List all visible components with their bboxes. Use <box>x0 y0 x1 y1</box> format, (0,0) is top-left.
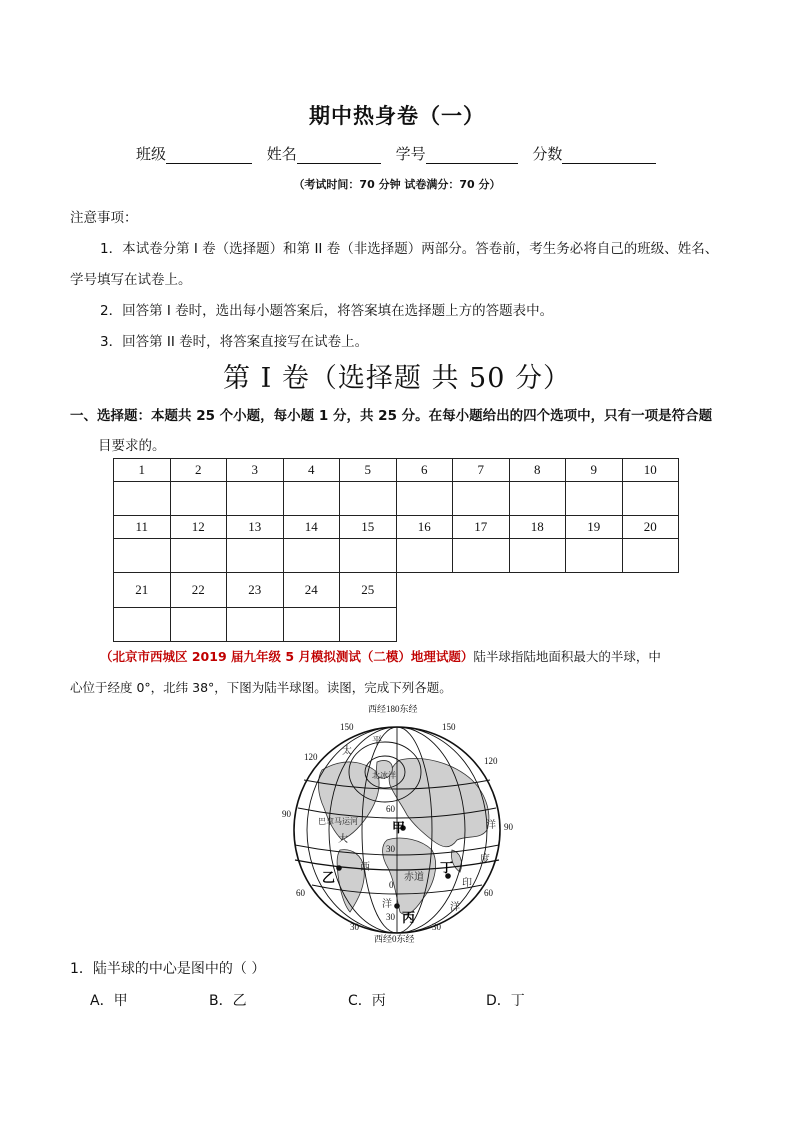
answer-cell[interactable] <box>622 482 679 516</box>
answer-cell[interactable] <box>622 539 679 573</box>
answer-cell[interactable] <box>453 539 510 573</box>
answer-number: 17 <box>453 516 510 539</box>
lon-label: 60 <box>296 888 305 898</box>
point-bing-label: 丙 <box>402 911 416 926</box>
notice-item-1-line-1: 1．本试卷分第 I 卷（选择题）和第 II 卷（非选择题）两部分。答卷前，考生务必将自己的班级、姓名、 <box>100 241 719 257</box>
answer-number: 4 <box>283 459 340 482</box>
place-label: 平 <box>372 736 382 747</box>
lon-label: 150 <box>340 722 354 732</box>
answer-cell[interactable] <box>396 482 453 516</box>
notice-item-1-line-2: 学号填写在试卷上。 <box>70 272 192 288</box>
lon-label: 150 <box>442 722 456 732</box>
answer-cell[interactable] <box>227 608 284 642</box>
place-label: 洋 <box>486 820 496 831</box>
answer-number: 23 <box>227 573 284 608</box>
answer-cell[interactable] <box>114 539 171 573</box>
place-label: 洋 <box>382 899 392 910</box>
answer-cell[interactable] <box>453 482 510 516</box>
answer-number: 11 <box>114 516 171 539</box>
answer-cell[interactable] <box>170 482 227 516</box>
answer-cell[interactable] <box>340 482 397 516</box>
lon-label: 30 <box>432 922 441 932</box>
answer-number: 25 <box>340 573 397 608</box>
answer-number: 12 <box>170 516 227 539</box>
place-label: 印 <box>462 878 472 889</box>
option-b[interactable]: B．乙 <box>209 993 247 1009</box>
question-intro-line-1 <box>100 647 661 665</box>
student-info-line <box>136 143 666 164</box>
answer-cell[interactable] <box>396 539 453 573</box>
lon-label: 90 <box>504 822 513 832</box>
answer-number: 10 <box>622 459 679 482</box>
answer-cell[interactable] <box>566 482 623 516</box>
lon-label: 120 <box>484 756 498 766</box>
answer-number: 9 <box>566 459 623 482</box>
student-id-blank[interactable] <box>426 147 518 164</box>
point-bing-marker <box>394 903 400 909</box>
answer-number: 7 <box>453 459 510 482</box>
notice-item-3: 3．回答第 II 卷时，将答案直接写在试卷上。 <box>100 334 369 350</box>
answer-cell[interactable] <box>283 608 340 642</box>
answer-number: 18 <box>509 516 566 539</box>
place-label: 洋 <box>450 902 460 913</box>
option-c[interactable]: C．丙 <box>348 993 386 1009</box>
notice-item-2: 2．回答第 I 卷时，选出每小题答案后，将答案填在选择题上方的答题表中。 <box>100 303 554 319</box>
point-yi-marker <box>336 865 342 871</box>
class-label: 班级 <box>136 145 167 163</box>
page-title: 期中热身卷（一） <box>309 104 485 128</box>
land-hemisphere-map <box>282 700 522 945</box>
lon-label: 60 <box>484 888 493 898</box>
class-blank[interactable] <box>166 147 252 164</box>
answer-number: 8 <box>509 459 566 482</box>
place-label: 赤道 <box>404 872 424 883</box>
answer-number: 5 <box>340 459 397 482</box>
lon-label: 90 <box>282 809 291 819</box>
answer-number: 3 <box>227 459 284 482</box>
answer-cell[interactable] <box>509 539 566 573</box>
point-yi-label: 乙 <box>322 871 336 886</box>
answer-number: 20 <box>622 516 679 539</box>
lat-label: 60 <box>386 804 395 814</box>
score-blank[interactable] <box>562 147 656 164</box>
score-label: 分数 <box>532 145 563 163</box>
lat-label: 30 <box>386 844 395 854</box>
answer-number: 16 <box>396 516 453 539</box>
question-intro-text: 陆半球指陆地面积最大的半球，中 <box>473 649 661 664</box>
map-bottom-label: 西经0东经 <box>374 934 415 944</box>
answer-cell[interactable] <box>566 539 623 573</box>
answer-cell[interactable] <box>227 539 284 573</box>
answer-number: 13 <box>227 516 284 539</box>
answer-cell[interactable] <box>509 482 566 516</box>
question-1-stem: 1．陆半球的中心是图中的（ ） <box>70 961 266 977</box>
answer-number: 6 <box>396 459 453 482</box>
place-label: 北冰洋 <box>372 771 396 780</box>
answer-number: 21 <box>114 573 171 608</box>
answer-number: 19 <box>566 516 623 539</box>
question-intro-line-2: 心位于经度 0°，北纬 38°，下图为陆半球图。读图，完成下列各题。 <box>70 680 452 695</box>
answer-cell[interactable] <box>340 539 397 573</box>
answer-table <box>113 458 679 642</box>
notice-heading: 注意事项： <box>70 210 138 226</box>
answer-cell[interactable] <box>170 608 227 642</box>
place-label: 度 <box>480 854 490 865</box>
answer-number: 1 <box>114 459 171 482</box>
point-ding-label: 丁 <box>440 861 454 876</box>
student-id-label: 学号 <box>395 145 426 163</box>
section-instruction-line-2: 目要求的。 <box>98 438 166 454</box>
lat-label: 0 <box>389 880 394 890</box>
answer-number: 15 <box>340 516 397 539</box>
option-a[interactable]: A．甲 <box>90 993 128 1009</box>
name-label: 姓名 <box>266 145 297 163</box>
answer-cell[interactable] <box>170 539 227 573</box>
section-title: 第 I 卷（选择题 共 50 分） <box>223 363 571 394</box>
answer-cell[interactable] <box>340 608 397 642</box>
lon-label: 30 <box>350 922 359 932</box>
answer-number: 22 <box>170 573 227 608</box>
question-source: （北京市西城区 2019 届九年级 5 月模拟测试（二模）地理试题） <box>100 649 474 664</box>
answer-cell[interactable] <box>114 482 171 516</box>
answer-number: 24 <box>283 573 340 608</box>
option-d[interactable]: D．丁 <box>486 993 525 1009</box>
answer-number: 2 <box>170 459 227 482</box>
place-label: 西 <box>360 862 370 873</box>
place-label: 太 <box>342 746 352 757</box>
answer-cell[interactable] <box>114 608 171 642</box>
answer-cell[interactable] <box>227 482 284 516</box>
answer-cell[interactable] <box>283 539 340 573</box>
lon-label: 120 <box>304 752 318 762</box>
map-top-label: 西经180东经 <box>368 704 418 714</box>
answer-cell[interactable] <box>283 482 340 516</box>
place-label: 巴拿马运河 <box>318 817 358 826</box>
exam-info: （考试时间：70 分钟 试卷满分：70 分） <box>293 178 501 191</box>
place-label: 大 <box>338 834 348 845</box>
answer-number: 14 <box>283 516 340 539</box>
section-instruction-line-1: 一、选择题：本题共 25 个小题，每小题 1 分，共 25 分。在每小题给出的四个选项中，只有一项是符合题 <box>70 408 713 424</box>
lat-label: 30 <box>386 912 395 922</box>
point-jia-label: 甲 <box>392 821 406 836</box>
name-blank[interactable] <box>297 147 381 164</box>
